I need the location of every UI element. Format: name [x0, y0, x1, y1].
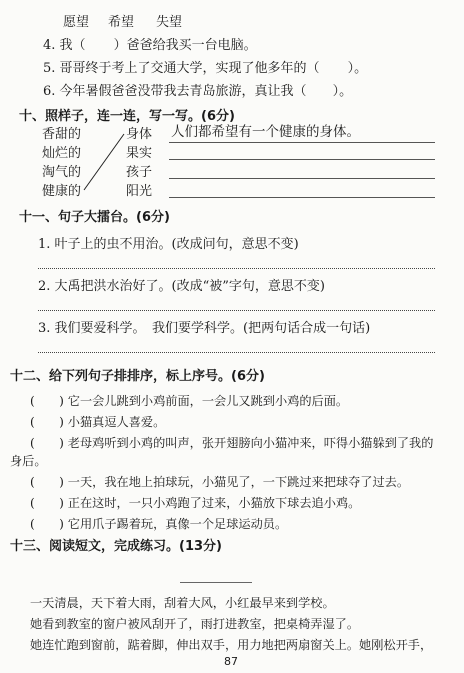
order-sentence: 老母鸡听到小鸡的叫声，张开翅膀向小猫冲来，吓得小猫躲到了我的 [67, 436, 434, 450]
order-blank[interactable]: ( ) [30, 415, 64, 429]
sentence-task-3: 3. 我们要爱科学。 我们要学科学。(把两句话合成一句话) [38, 321, 371, 336]
item-number: 6. [43, 84, 56, 99]
left-word-4: 健康的 [42, 184, 82, 199]
order-sentence: 一天，我在地上拍球玩，小猫见了，一下跳过来把球夺了过去。 [67, 475, 410, 489]
left-word-3: 淘气的 [42, 165, 82, 180]
order-item-3-wrap: 身后。 [10, 454, 47, 468]
example-answer: 人们都希望有一个健康的身体。 [171, 124, 360, 140]
order-item-6 [30, 516, 287, 532]
order-blank[interactable]: ( ) [30, 475, 64, 489]
order-sentence: 小猫真逗人喜爱。 [67, 415, 166, 429]
order-item-2 [30, 414, 165, 430]
sentence-post: ）爸爸给我买一台电脑。 [113, 38, 257, 53]
passage-line-1: 一天清晨，天下着大雨，刮着大风，小红最早来到学校。 [30, 596, 335, 610]
answer-line-3[interactable] [169, 178, 435, 179]
title-blank[interactable] [180, 582, 252, 583]
answer-line-1[interactable] [38, 268, 435, 269]
sentence-post: ）。 [332, 84, 353, 99]
item-number: 5. [43, 61, 56, 76]
answer-line-3[interactable] [38, 352, 435, 353]
word-bank-3: 失望 [156, 15, 183, 30]
sentence-pre: 今年暑假爸爸没带我去青岛旅游，真让我（ [59, 84, 307, 99]
answer-line-2[interactable] [169, 159, 435, 160]
order-sentence: 它用爪子踢着玩，真像一个足球运动员。 [67, 517, 288, 531]
word-bank-2: 希望 [108, 15, 135, 30]
item-number: 4. [43, 38, 56, 53]
section-12-heading: 十二、给下列句子排排序，标上序号。(6分) [10, 369, 265, 384]
order-item-5 [30, 495, 360, 511]
right-word-2: 果实 [126, 146, 153, 161]
section-13-heading: 十三、阅读短文，完成练习。(13分) [10, 539, 222, 554]
order-blank[interactable]: ( ) [30, 436, 64, 450]
right-word-1: 身体 [126, 127, 153, 142]
answer-line-1[interactable] [169, 142, 435, 143]
answer-line-4[interactable] [169, 197, 435, 198]
passage-line-3: 她连忙跑到窗前，踮着脚，伸出双手，用力地把两扇窗关上。她刚松开手， [30, 638, 433, 652]
sentence-pre: 哥哥终于考上了交通大学，实现了他多年的（ [59, 61, 320, 76]
sentence-pre: 我（ [59, 38, 86, 53]
word-bank-1: 愿望 [63, 15, 90, 30]
order-blank[interactable]: ( ) [30, 496, 64, 510]
left-word-1: 香甜的 [42, 127, 82, 142]
order-item-1 [30, 393, 348, 409]
section-11-heading: 十一、句子大擂台。(6分) [19, 210, 170, 225]
page-number: 87 [224, 655, 238, 668]
sentence-post: ）。 [347, 61, 368, 76]
answer-line-2[interactable] [38, 310, 435, 311]
section-10-heading: 十、照样子，连一连，写一写。(6分) [19, 109, 235, 124]
sentence-task-2: 2. 大禹把洪水治好了。(改成“被”字句，意思不变) [38, 279, 325, 294]
order-item-3 [30, 435, 433, 451]
order-blank[interactable]: ( ) [30, 517, 64, 531]
right-word-3: 孩子 [126, 165, 153, 180]
sentence-task-1: 1. 叶子上的虫不用治。(改成问句，意思不变) [38, 237, 299, 252]
order-sentence: 它一会儿跳到小鸡前面，一会儿又跳到小鸡的后面。 [67, 394, 349, 408]
left-word-2: 灿烂的 [42, 146, 82, 161]
order-sentence: 正在这时，一只小鸡跑了过来，小猫放下球去追小鸡。 [67, 496, 361, 510]
order-item-4 [30, 474, 409, 490]
right-word-4: 阳光 [126, 184, 153, 199]
passage-line-2: 她看到教室的窗户被风刮开了，雨打进教室，把桌椅弄湿了。 [30, 617, 360, 631]
order-blank[interactable]: ( ) [30, 394, 64, 408]
